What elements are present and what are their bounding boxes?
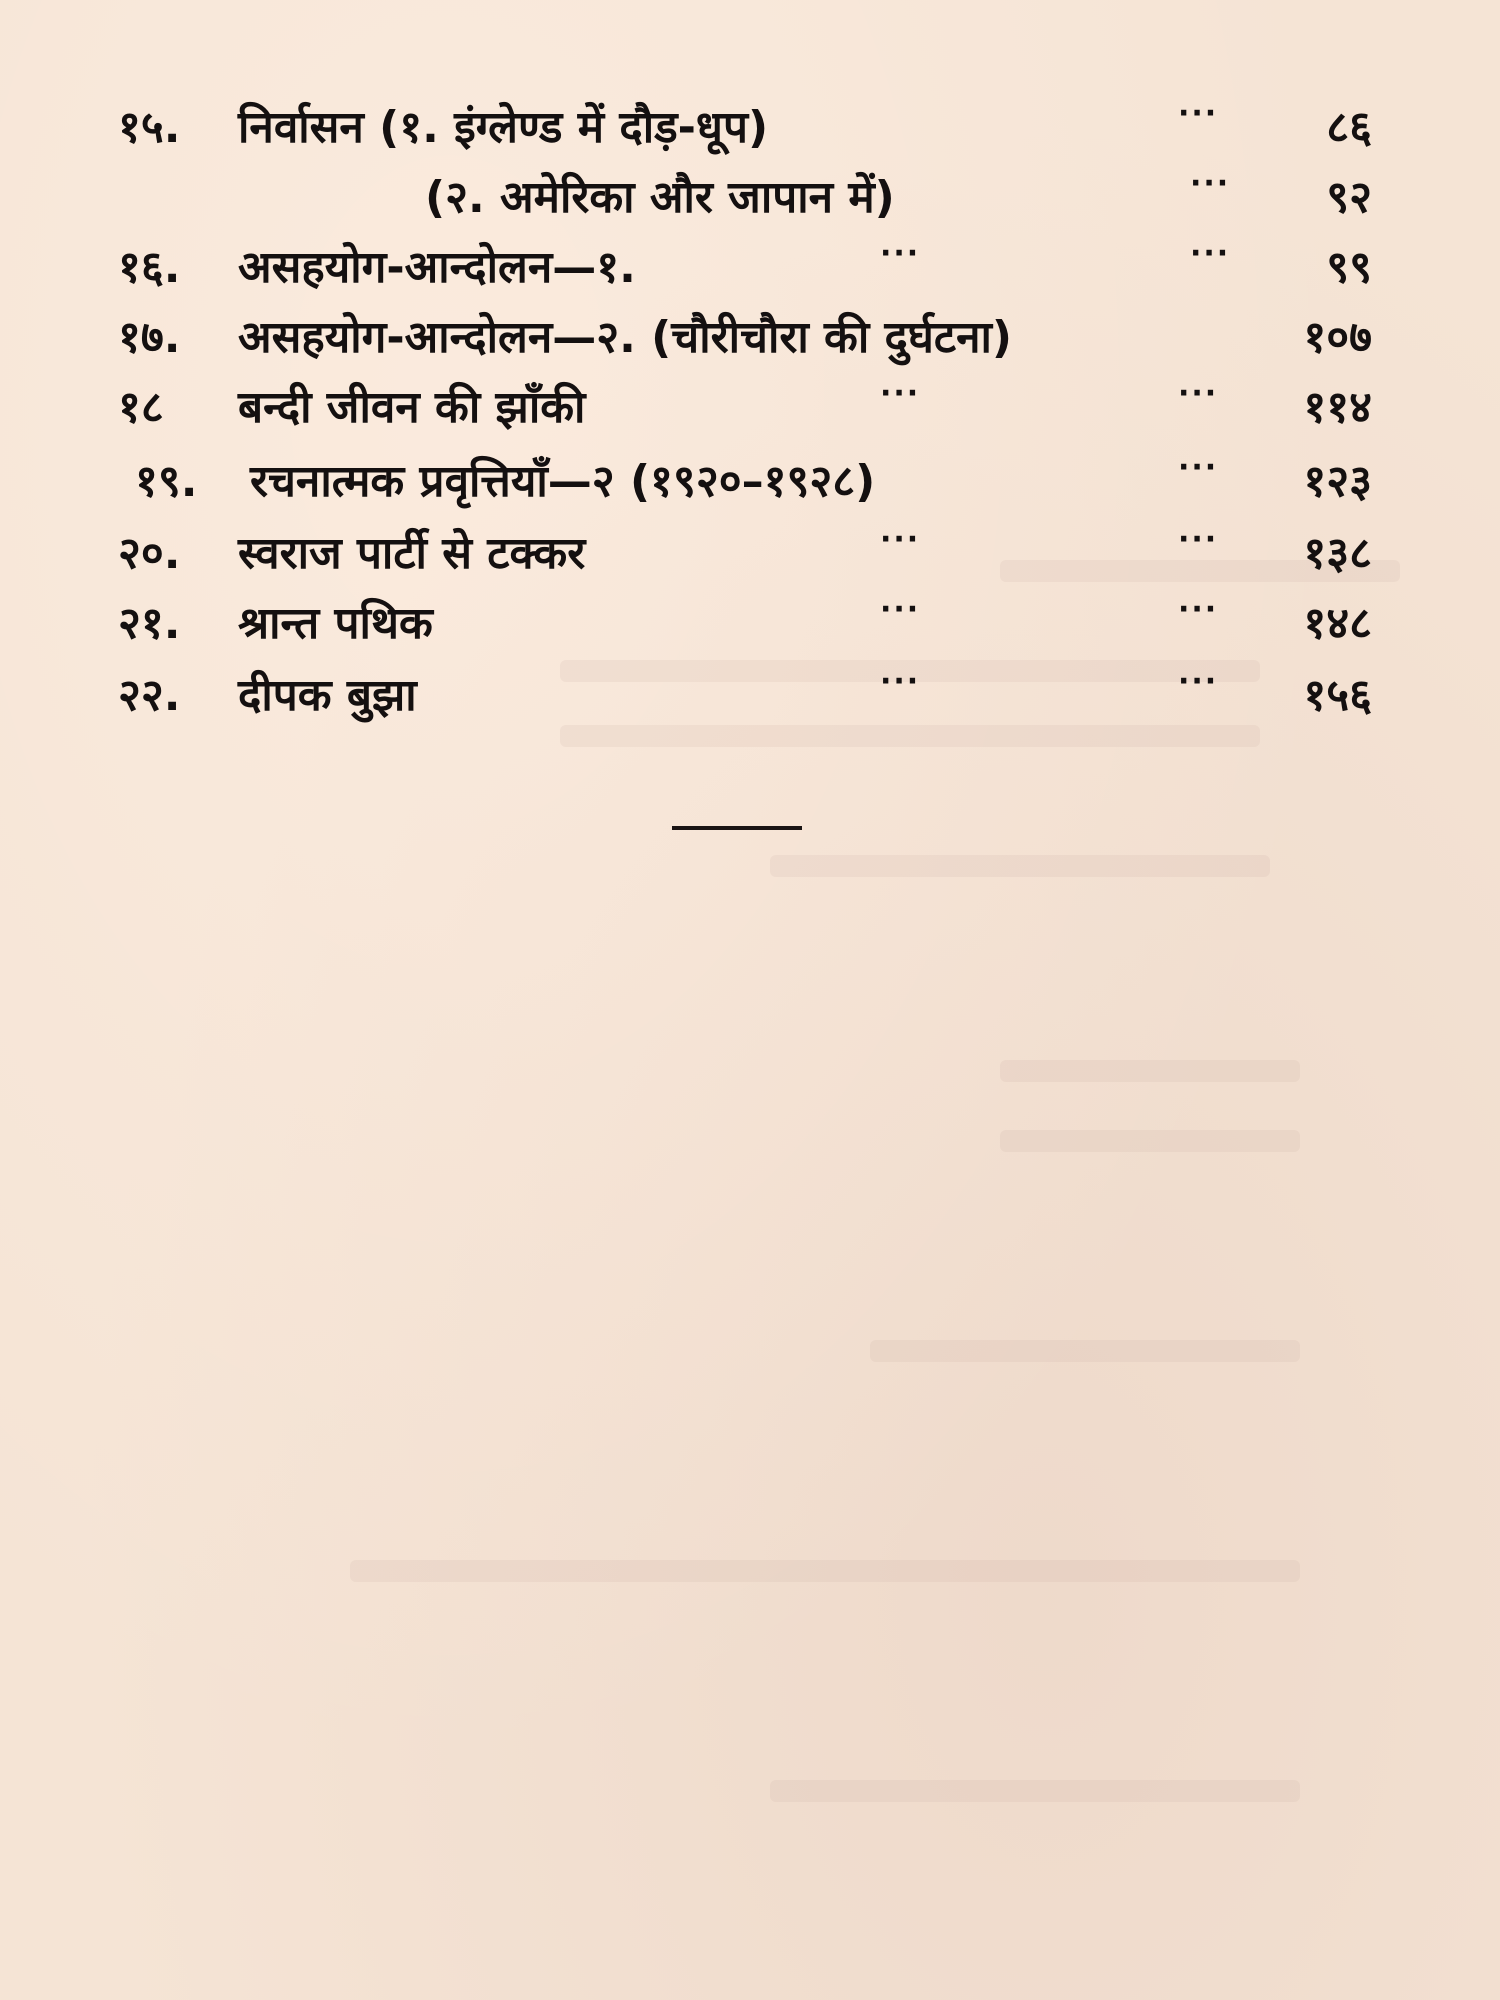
leader-dots: ··· — [880, 236, 921, 271]
page-number: १४८ — [1303, 598, 1372, 649]
section-separator — [672, 826, 802, 830]
toc-entry — [0, 594, 1500, 654]
leader-dots: ··· — [1178, 96, 1219, 131]
entry-number: २१. — [118, 598, 181, 649]
leader-dots: ··· — [1178, 376, 1219, 411]
entry-title: रचनात्मक प्रवृत्तियाँ—२ (१९२०–१९२८) — [250, 456, 876, 507]
page-number: १०७ — [1303, 312, 1372, 363]
page-number: ११४ — [1303, 382, 1372, 433]
entry-title: बन्दी जीवन की झाँकी — [238, 382, 586, 433]
toc-entry — [0, 168, 1500, 228]
entry-title: असहयोग-आन्दोलन—२. (चौरीचौरा की दुर्घटना) — [238, 312, 1013, 363]
page-number: १५६ — [1303, 670, 1372, 721]
toc-entry — [0, 666, 1500, 726]
entry-number: १८ — [118, 382, 164, 433]
page-number: ९२ — [1326, 172, 1372, 223]
page-number: ९९ — [1326, 242, 1372, 293]
leader-dots: ··· — [1190, 166, 1231, 201]
entry-number: २२. — [118, 670, 181, 721]
toc-entry — [0, 238, 1500, 298]
entry-number: १६. — [118, 242, 181, 293]
toc-entry — [0, 452, 1500, 512]
leader-dots: ··· — [1178, 522, 1219, 557]
entry-number: १९. — [135, 456, 198, 507]
toc-entry — [0, 524, 1500, 584]
toc-entry — [0, 98, 1500, 158]
entry-number: २०. — [118, 528, 181, 579]
leader-dots: ··· — [1178, 664, 1219, 699]
leader-dots: ··· — [880, 592, 921, 627]
entry-title: श्रान्त पथिक — [238, 598, 433, 649]
leader-dots: ··· — [1190, 236, 1231, 271]
page-number: १३८ — [1303, 528, 1372, 579]
page-number: ८६ — [1326, 102, 1372, 153]
toc-entry — [0, 378, 1500, 438]
entry-title: निर्वासन (१. इंग्लेण्ड में दौड़-धूप) — [238, 102, 769, 153]
entry-title: स्वराज पार्टी से टक्कर — [238, 528, 586, 579]
entry-title: असहयोग-आन्दोलन—१. — [238, 242, 636, 293]
leader-dots: ··· — [880, 522, 921, 557]
entry-title: दीपक बुझा — [238, 670, 417, 721]
entry-title: (२. अमेरिका और जापान में) — [425, 172, 895, 223]
entry-number: १५. — [118, 102, 181, 153]
leader-dots: ··· — [1178, 450, 1219, 485]
entry-number: १७. — [118, 312, 181, 363]
leader-dots: ··· — [1178, 592, 1219, 627]
toc-entry — [0, 308, 1500, 368]
leader-dots: ··· — [880, 664, 921, 699]
page-number: १२३ — [1303, 456, 1372, 507]
leader-dots: ··· — [880, 376, 921, 411]
